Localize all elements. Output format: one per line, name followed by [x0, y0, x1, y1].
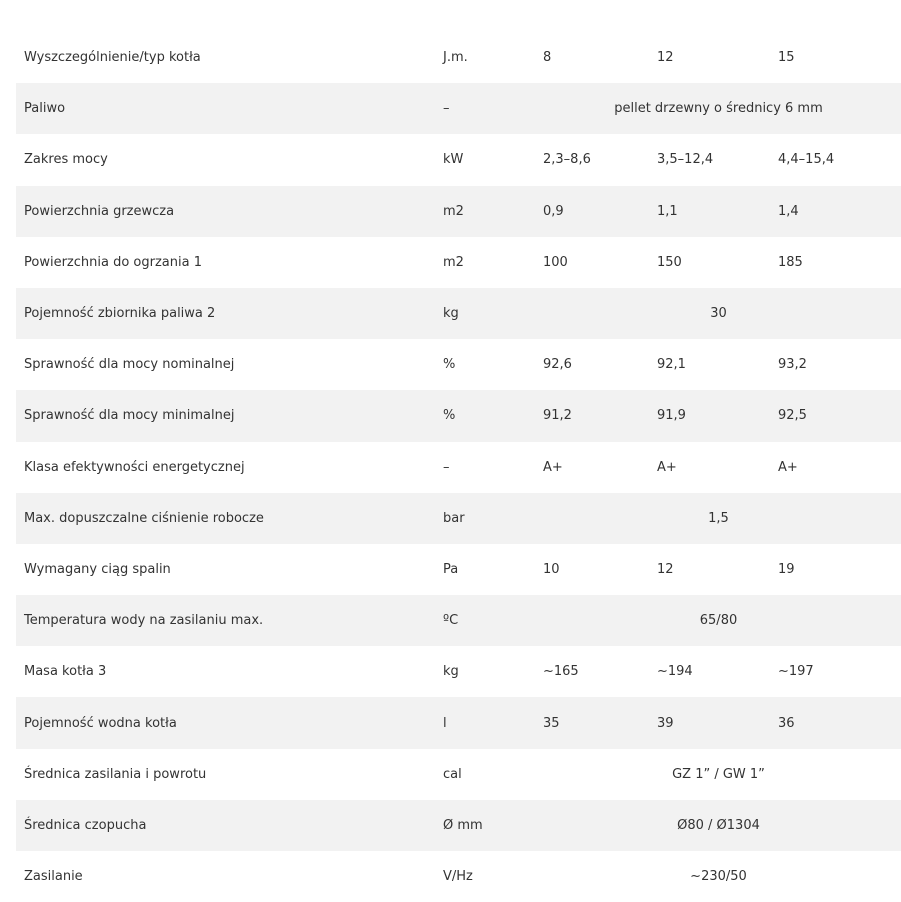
spec-name-cell: Paliwo: [16, 83, 435, 134]
table-row: [16, 134, 901, 185]
spec-value-cell-2: 39: [649, 697, 770, 748]
spec-unit-cell: –: [435, 83, 535, 134]
spec-value-cell-1: 8: [535, 32, 649, 83]
spec-unit-cell: cal: [435, 749, 535, 800]
spec-unit-cell: Pa: [435, 544, 535, 595]
table-row: [16, 83, 901, 134]
spec-value-cell-2: 12: [649, 544, 770, 595]
spec-value-cell-3: 15: [770, 32, 901, 83]
table-row: [16, 595, 901, 646]
boiler-spec-table: [16, 32, 901, 902]
table-row: [16, 390, 901, 441]
table-row: [16, 800, 901, 851]
table-row: [16, 851, 901, 902]
spec-unit-cell: J.m.: [435, 32, 535, 83]
spec-name-cell: Średnica czopucha: [16, 800, 435, 851]
spec-value-cell-1: 100: [535, 237, 649, 288]
spec-unit-cell: %: [435, 339, 535, 390]
spec-unit-cell: V/Hz: [435, 851, 535, 902]
spec-name-cell: Masa kotła 3: [16, 646, 435, 697]
spec-value-cell-1: 10: [535, 544, 649, 595]
spec-unit-cell: m2: [435, 237, 535, 288]
spec-unit-cell: kW: [435, 134, 535, 185]
spec-merged-value-cell: 65/80: [535, 595, 901, 646]
spec-value-cell-3: ~197: [770, 646, 901, 697]
spec-name-cell: Klasa efektywności energetycznej: [16, 442, 435, 493]
spec-name-cell: Wymagany ciąg spalin: [16, 544, 435, 595]
spec-value-cell-2: 92,1: [649, 339, 770, 390]
table-row: [16, 749, 901, 800]
spec-unit-cell: l: [435, 697, 535, 748]
spec-name-cell: Zakres mocy: [16, 134, 435, 185]
spec-unit-cell: m2: [435, 186, 535, 237]
spec-value-cell-3: 185: [770, 237, 901, 288]
spec-unit-cell: %: [435, 390, 535, 441]
spec-value-cell-2: 150: [649, 237, 770, 288]
spec-value-cell-1: 2,3–8,6: [535, 134, 649, 185]
spec-value-cell-2: A+: [649, 442, 770, 493]
spec-name-cell: Pojemność wodna kotła: [16, 697, 435, 748]
spec-value-cell-2: 12: [649, 32, 770, 83]
table-row: [16, 339, 901, 390]
table-row: [16, 646, 901, 697]
spec-value-cell-1: ~165: [535, 646, 649, 697]
spec-value-cell-3: 36: [770, 697, 901, 748]
table-row: [16, 493, 901, 544]
spec-unit-cell: kg: [435, 646, 535, 697]
spec-name-cell: Średnica zasilania i powrotu: [16, 749, 435, 800]
spec-value-cell-1: 0,9: [535, 186, 649, 237]
spec-merged-value-cell: 1,5: [535, 493, 901, 544]
spec-unit-cell: kg: [435, 288, 535, 339]
table-row: [16, 697, 901, 748]
spec-unit-cell: –: [435, 442, 535, 493]
spec-value-cell-1: 91,2: [535, 390, 649, 441]
spec-value-cell-3: 19: [770, 544, 901, 595]
spec-value-cell-3: A+: [770, 442, 901, 493]
spec-table-body: [16, 32, 901, 902]
spec-name-cell: Max. dopuszczalne ciśnienie robocze: [16, 493, 435, 544]
spec-merged-value-cell: pellet drzewny o średnicy 6 mm: [535, 83, 901, 134]
spec-value-cell-2: ~194: [649, 646, 770, 697]
spec-value-cell-2: 91,9: [649, 390, 770, 441]
spec-value-cell-3: 93,2: [770, 339, 901, 390]
spec-merged-value-cell: GZ 1” / GW 1”: [535, 749, 901, 800]
table-row: [16, 237, 901, 288]
spec-unit-cell: Ø mm: [435, 800, 535, 851]
table-row: [16, 442, 901, 493]
spec-value-cell-2: 3,5–12,4: [649, 134, 770, 185]
table-row: [16, 288, 901, 339]
spec-name-cell: Temperatura wody na zasilaniu max.: [16, 595, 435, 646]
spec-name-cell: Pojemność zbiornika paliwa 2: [16, 288, 435, 339]
spec-value-cell-2: 1,1: [649, 186, 770, 237]
spec-name-cell: Wyszczególnienie/typ kotła: [16, 32, 435, 83]
spec-value-cell-3: 1,4: [770, 186, 901, 237]
spec-value-cell-1: 92,6: [535, 339, 649, 390]
spec-name-cell: Sprawność dla mocy nominalnej: [16, 339, 435, 390]
table-row: [16, 544, 901, 595]
spec-name-cell: Sprawność dla mocy minimalnej: [16, 390, 435, 441]
spec-name-cell: Zasilanie: [16, 851, 435, 902]
spec-unit-cell: bar: [435, 493, 535, 544]
spec-name-cell: Powierzchnia grzewcza: [16, 186, 435, 237]
table-header-row: [16, 32, 901, 83]
spec-value-cell-1: A+: [535, 442, 649, 493]
spec-name-cell: Powierzchnia do ogrzania 1: [16, 237, 435, 288]
spec-value-cell-3: 92,5: [770, 390, 901, 441]
table-row: [16, 186, 901, 237]
spec-value-cell-1: 35: [535, 697, 649, 748]
spec-merged-value-cell: 30: [535, 288, 901, 339]
spec-merged-value-cell: Ø80 / Ø1304: [535, 800, 901, 851]
spec-unit-cell: ºC: [435, 595, 535, 646]
spec-merged-value-cell: ~230/50: [535, 851, 901, 902]
spec-value-cell-3: 4,4–15,4: [770, 134, 901, 185]
